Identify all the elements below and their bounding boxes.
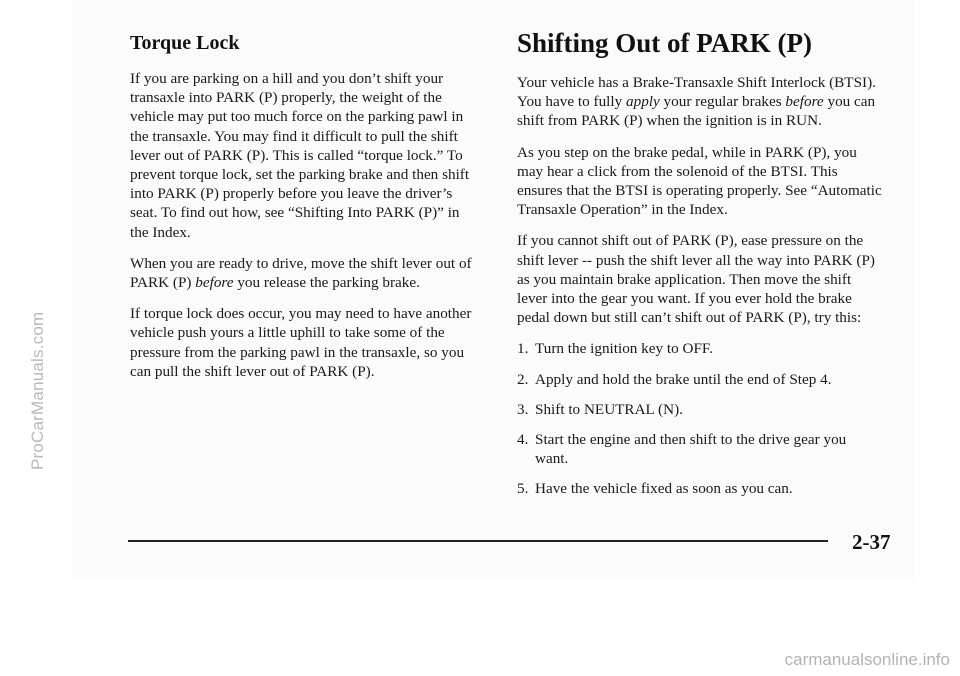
torque-lock-section — [130, 32, 475, 393]
step-item — [517, 430, 882, 468]
shifting-out-paragraph-1 — [517, 73, 882, 131]
step-item — [517, 400, 882, 419]
step-number: 3. — [517, 400, 529, 418]
paragraph-text: your regular brakes — [659, 93, 786, 111]
step-number: 2. — [517, 370, 529, 388]
step-text: Turn the ignition key to OFF. — [535, 340, 713, 358]
step-item — [517, 339, 882, 358]
shifting-out-paragraph-2: As you step on the brake pedal, while in PARK (P), you may hear a click from the solenoid of the BTSI. This ensures that the BTSI is operating properly. See “Automatic Transaxle Operation” in the Index. — [517, 143, 882, 219]
step-text: Apply and hold the brake until the end of Step 4. — [535, 370, 832, 388]
step-number: 1. — [517, 340, 529, 358]
torque-lock-heading: Torque Lock — [130, 32, 240, 54]
footer-rule — [128, 540, 828, 542]
bottom-watermark: carmanualsonline.info — [784, 650, 950, 669]
step-item — [517, 479, 882, 498]
torque-lock-paragraph-1: If you are parking on a hill and you don’t shift your transaxle into PARK (P) properly, the weight of the vehicle may put too much force on the parking pawl in the transaxle. You may find it difficult to pull the shift lever out of PARK (P). This is called “torque lock.” To prevent torque lock, set the parking brake and then shift into PARK (P) properly before you leave the driver’s seat. To find out how, see “Shifting Into PARK (P)” in the Index. — [130, 70, 470, 241]
shifting-out-heading: Shifting Out of PARK (P) — [517, 28, 812, 58]
emphasis-before: before — [785, 93, 824, 111]
step-text: Shift to NEUTRAL (N). — [535, 400, 683, 418]
steps-list — [517, 339, 882, 498]
paragraph-text: When you are ready to drive, move the shift lever out of PARK (P) — [130, 254, 472, 292]
paragraph-text: you can shift from PARK (P) when the ignition is in RUN. — [517, 93, 876, 130]
side-watermark: ProCarManuals.com — [28, 311, 47, 470]
page-number: 2-37 — [852, 530, 891, 554]
shifting-out-section — [517, 28, 882, 510]
step-text: Start the engine and then shift to the drive gear you want. — [535, 431, 847, 468]
shifting-out-paragraph-3: If you cannot shift out of PARK (P), ease pressure on the shift lever -- push the shift lever all the way into PARK (P) as you maintain brake application. Then move the shift lever into the gear you want. If you ever hold the brake pedal down but still can’t shift out of PARK (P), try this: — [517, 232, 875, 327]
step-number: 4. — [517, 431, 529, 449]
emphasis-apply: apply — [626, 93, 660, 111]
step-text: Have the vehicle fixed as soon as you can. — [535, 480, 793, 498]
torque-lock-paragraph-2 — [130, 254, 475, 292]
paragraph-text: you release the parking brake. — [233, 274, 420, 292]
torque-lock-paragraph-3: If torque lock does occur, you may need to have another vehicle push yours a little uphill to take some of the pressure from the parking pawl in the transaxle, so you can pull the shift lever out of PARK (P). — [130, 305, 472, 380]
paragraph-text: Your vehicle has a Brake-Transaxle Shift Interlock (BTSI). You have to fully — [517, 74, 876, 111]
emphasis-before: before — [195, 274, 234, 292]
step-number: 5. — [517, 480, 529, 498]
step-item — [517, 370, 882, 389]
